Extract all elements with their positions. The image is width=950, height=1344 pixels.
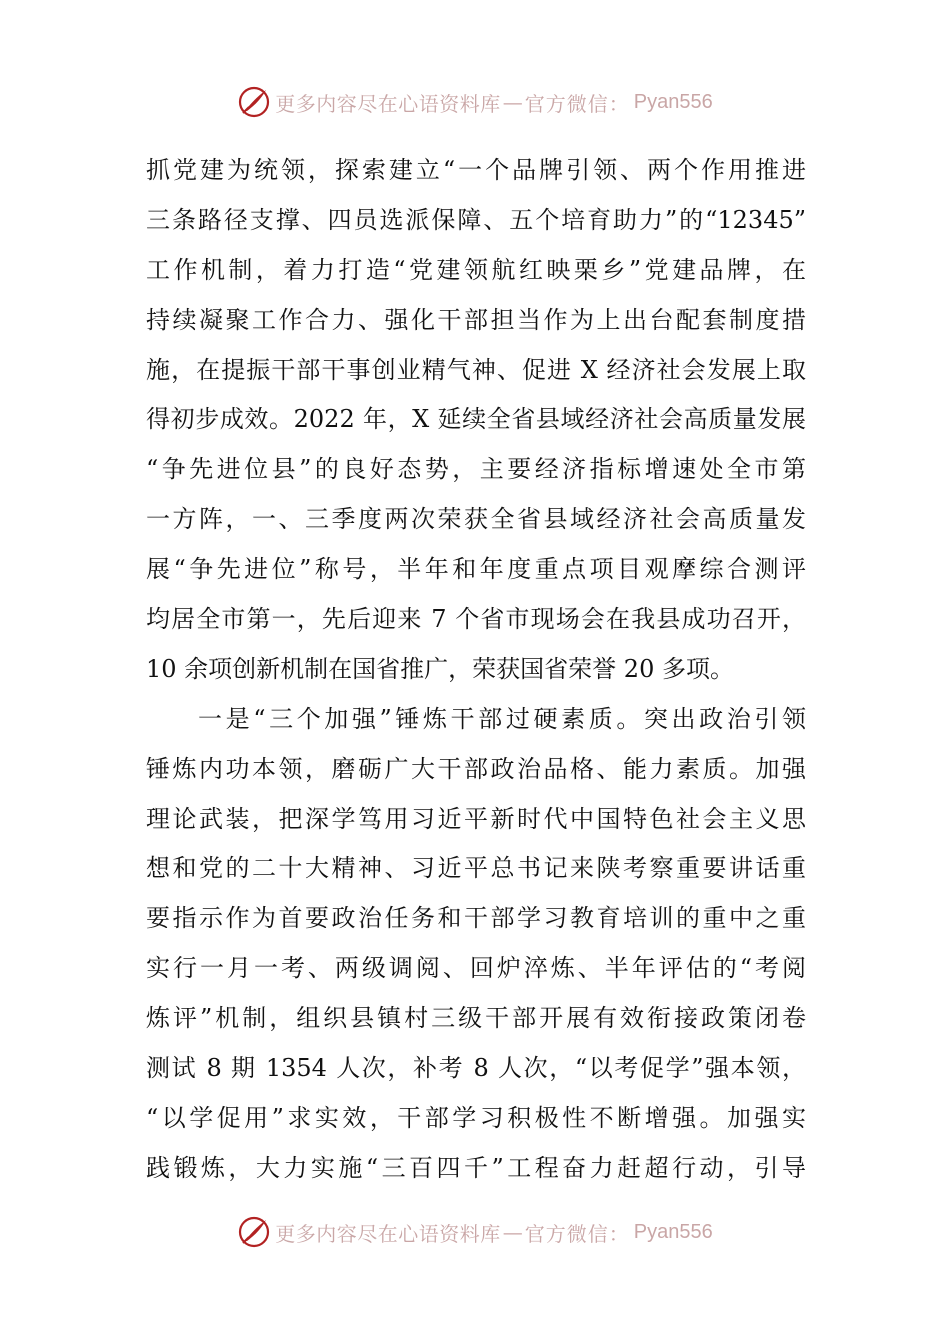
- text-line: 均居全市第一，先后迎来 7 个省市现场会在我县成功召开，: [146, 605, 806, 634]
- watermark-id: Pyan556: [633, 1220, 713, 1243]
- watermark-label: 官方微信：: [524, 1221, 630, 1246]
- text-line: 测试 8 期 1354 人次，补考 8 人次，“以考促学”强本领，: [146, 1054, 806, 1083]
- paragraph-1: [146, 146, 806, 695]
- text-line: 抓党建为统领，探索建立“一个品牌引领、两个作用推进: [146, 156, 806, 184]
- text-line: 展“争先进位”称号，半年和年度重点项目观摩综合测评: [146, 555, 806, 584]
- watermark-label: 官方微信：: [524, 91, 630, 116]
- header-watermark: [0, 82, 950, 122]
- text-line: 炼评”机制，组织县镇村三级干部开展有效衔接政策闭卷: [146, 1004, 806, 1033]
- watermark-text: 更多内容尽在心语资料库: [275, 91, 501, 116]
- text-line: 一是“三个加强”锤炼干部过硬素质。突出政治引领: [198, 704, 806, 733]
- watermark-separator: —: [502, 90, 523, 114]
- footer-watermark: [0, 1212, 950, 1252]
- text-line: 工作机制，着力打造“党建领航红映栗乡”党建品牌，在: [146, 255, 806, 284]
- watermark-id: Pyan556: [633, 90, 713, 113]
- text-line: 锤炼内功本领，磨砺广大干部政治品格、能力素质。加强: [146, 754, 806, 783]
- watermark-text: 更多内容尽在心语资料库: [275, 1221, 501, 1246]
- quill-logo-icon: [237, 1215, 271, 1249]
- text-line: 一方阵，一、三季度两次荣获全省县域经济社会高质量发: [146, 505, 806, 534]
- text-line: 践锻炼，大力实施“三百四千”工程奋力赶超行动，引导: [146, 1153, 806, 1182]
- watermark-separator: —: [502, 1220, 523, 1244]
- document-body: [146, 146, 806, 1194]
- text-line: 持续凝聚工作合力、强化干部担当作为上出台配套制度措: [146, 305, 806, 334]
- quill-logo-icon: [237, 85, 271, 119]
- text-line: “争先进位县”的良好态势，主要经济指标增速处全市第: [146, 455, 806, 484]
- text-line: 想和党的二十大精神、习近平总书记来陕考察重要讲话重: [146, 854, 806, 883]
- text-line: 施，在提振干部干事创业精气神、促进 X 经济社会发展上取: [146, 355, 806, 384]
- paragraph-2: [146, 695, 806, 1194]
- text-line: 三条路径支撑、四员选派保障、五个培育助力”的“12345”: [146, 205, 806, 234]
- text-line: “以学促用”求实效，干部学习积极性不断增强。加强实: [146, 1103, 806, 1132]
- text-line: 10 余项创新机制在国省推广，荣获国省荣誉 20 多项。: [146, 654, 734, 683]
- text-line: 实行一月一考、两级调阅、回炉淬炼、半年评估的“考阅: [146, 954, 806, 983]
- text-line: 得初步成效。2022 年，X 延续全省县域经济社会高质量发展: [146, 405, 806, 434]
- text-line: 理论武装，把深学笃用习近平新时代中国特色社会主义思: [146, 804, 806, 833]
- text-line: 要指示作为首要政治任务和干部学习教育培训的重中之重: [146, 904, 806, 933]
